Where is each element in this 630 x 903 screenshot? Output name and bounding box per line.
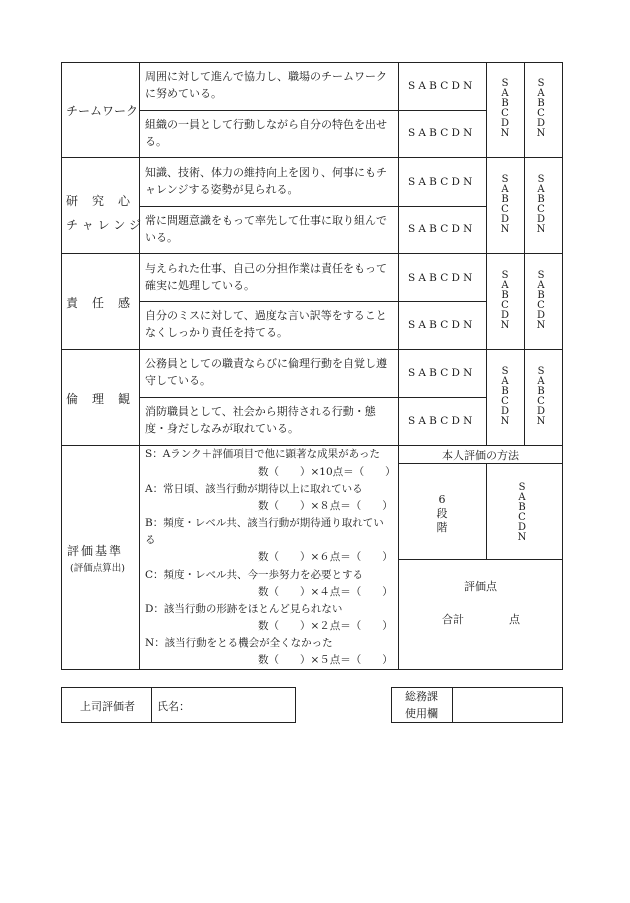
criteria-calc-c: 数（ ）×４点＝（ ） xyxy=(258,586,393,598)
grade-letter: S xyxy=(518,482,526,493)
grade-letter: B xyxy=(537,98,545,109)
grade-options[interactable]: SABCDN xyxy=(408,272,476,284)
grade-letter: C xyxy=(501,396,509,407)
item-text: 組織の一員として行動しながら自分の特色を出せ る。 xyxy=(145,118,387,148)
item-text: 消防職員として、社会から期待される行動・態 度・身だしなみが取れている。 xyxy=(145,405,376,435)
grade-letter: N xyxy=(536,128,546,139)
criteria-desc-n: N：該当行動をとる機会が全くなかった xyxy=(145,637,333,649)
grade-letter: D xyxy=(536,118,546,129)
grade-letter: A xyxy=(537,88,545,99)
total-label: 合計 xyxy=(442,613,464,626)
grade-letter: C xyxy=(537,108,545,119)
grade-letter: D xyxy=(500,118,510,129)
category-label: 責 任 感 xyxy=(66,296,132,310)
grade-letter: S xyxy=(501,270,509,281)
grade-letter: B xyxy=(501,194,509,205)
item-text: 周囲に対して進んで協力し、職場のチームワーク に努めている。 xyxy=(145,70,387,100)
self-grade-column[interactable] xyxy=(535,79,547,139)
grade-letter: A xyxy=(501,88,509,99)
self-eval-header: 本人評価の方法 xyxy=(442,449,519,462)
criteria-calc-d: 数（ ）×２点＝（ ） xyxy=(258,620,393,632)
supervisor-grade-column[interactable] xyxy=(499,79,511,139)
supervisor-grade-column[interactable] xyxy=(499,367,511,427)
self-grade-column[interactable] xyxy=(535,175,547,235)
grade-letter: D xyxy=(517,522,527,533)
grade-letter: A xyxy=(501,184,509,195)
criteria-desc-c: C：頻度・レベル共、今一歩努力を必要とする xyxy=(145,569,364,581)
criteria-desc-b: B：頻度・レベル共、該当行動が期待通り取れてい xyxy=(145,517,384,529)
grade-letter: S xyxy=(537,78,545,89)
grade-letter: N xyxy=(517,532,527,543)
grade-options[interactable]: SABCDN xyxy=(408,415,476,427)
grade-options[interactable]: SABCDN xyxy=(408,367,476,379)
grade-letter: S xyxy=(501,174,509,185)
self-grade-column[interactable] xyxy=(535,367,547,427)
supervisor-grade-column[interactable] xyxy=(499,271,511,331)
criteria-calc-b: 数（ ）×６点＝（ ） xyxy=(258,551,393,563)
item-text: 知識、技術、体力の維持向上を図り、何事にもチ ャレンジする姿勢が見られる。 xyxy=(145,166,387,196)
grade-letter: B xyxy=(537,290,545,301)
admin-field[interactable] xyxy=(454,689,561,721)
supervisor-label: 上司評価者 xyxy=(80,700,135,713)
grade-letter: D xyxy=(536,406,546,417)
grade-letter: D xyxy=(500,406,510,417)
grade-letter: S xyxy=(501,78,509,89)
grade-letter: A xyxy=(501,376,509,387)
criteria-desc-s: S：Aランク＋評価項目で他に顕著な成果があった xyxy=(145,448,380,460)
criteria-desc-b-cont: る xyxy=(145,534,156,546)
grade-letter: D xyxy=(500,214,510,225)
grade-letter: S xyxy=(537,174,545,185)
grade-options[interactable]: SABCDN xyxy=(408,319,476,331)
grade-letter: C xyxy=(501,108,509,119)
grade-letter: C xyxy=(537,396,545,407)
grade-letter: B xyxy=(518,502,526,513)
grade-letter: S xyxy=(501,366,509,377)
grade-options[interactable]: SABCDN xyxy=(408,223,476,235)
criteria-desc-d: D：該当行動の形跡をほとんど見られない xyxy=(145,603,343,615)
grade-letter: B xyxy=(501,290,509,301)
criteria-subtitle: (評価点算出) xyxy=(70,563,125,574)
criteria-calc-a: 数（ ）×８点＝（ ） xyxy=(258,500,393,512)
grade-letter: N xyxy=(536,224,546,235)
criteria-calc-s: 数（ ）×10点＝（ ） xyxy=(258,466,396,478)
grade-letter: A xyxy=(518,492,526,503)
grade-letter: B xyxy=(537,386,545,397)
score-label: 評価点 xyxy=(464,580,497,593)
self-grade-column[interactable] xyxy=(535,271,547,331)
grade-letter: S xyxy=(537,366,545,377)
supervisor-grade-column[interactable] xyxy=(499,175,511,235)
grade-letter: N xyxy=(536,416,546,427)
grade-letter: A xyxy=(537,376,545,387)
item-text: 与えられた仕事、自己の分担作業は責任をもって 確実に処理している。 xyxy=(145,262,387,292)
name-field[interactable]: 氏名： xyxy=(157,700,190,713)
grade-letter: A xyxy=(501,280,509,291)
category-label: チームワーク xyxy=(66,104,139,118)
grade-letter: D xyxy=(500,310,510,321)
criteria-calc-n: 数（ ）×５点＝（ ） xyxy=(258,654,393,666)
grade-letter: N xyxy=(500,320,510,331)
admin-label: 総務課 使用欄 xyxy=(405,690,438,720)
grade-letter: C xyxy=(501,204,509,215)
grade-letter: N xyxy=(500,128,510,139)
category-label: 研 究 心 チャレンジ xyxy=(66,194,146,232)
grade-options[interactable]: SABCDN xyxy=(408,127,476,139)
grade-options[interactable]: SABCDN xyxy=(408,80,476,92)
grade-letter: C xyxy=(537,204,545,215)
grade-letter: B xyxy=(501,386,509,397)
grade-letter: C xyxy=(501,300,509,311)
grade-letter: A xyxy=(537,184,545,195)
category-label: 倫 理 観 xyxy=(66,392,132,406)
grade-letter: N xyxy=(536,320,546,331)
grade-letter: A xyxy=(537,280,545,291)
six-levels-label: 6 段 階 xyxy=(436,493,448,534)
grade-letter: C xyxy=(518,512,526,523)
points-label: 点 xyxy=(509,613,520,626)
item-text: 公務員としての職責ならびに倫理行動を自覚し遵 守している。 xyxy=(145,357,387,387)
grade-options[interactable]: SABCDN xyxy=(408,176,476,188)
grade-letter: B xyxy=(537,194,545,205)
grade-letter: C xyxy=(537,300,545,311)
six-level-grades[interactable] xyxy=(516,483,528,543)
criteria-desc-a: A：常日頃、該当行動が期待以上に取れている xyxy=(145,483,363,495)
criteria-title: 評価基準 xyxy=(67,544,124,558)
grade-letter: S xyxy=(537,270,545,281)
grade-letter: D xyxy=(536,214,546,225)
grade-letter: D xyxy=(536,310,546,321)
item-text: 自分のミスに対して、過度な言い訳等をすること なくしっかり責任を持てる。 xyxy=(145,309,387,339)
grade-letter: N xyxy=(500,416,510,427)
grade-letter: B xyxy=(501,98,509,109)
item-text: 常に問題意識をもって率先して仕事に取り組んで いる。 xyxy=(145,214,387,244)
grade-letter: N xyxy=(500,224,510,235)
